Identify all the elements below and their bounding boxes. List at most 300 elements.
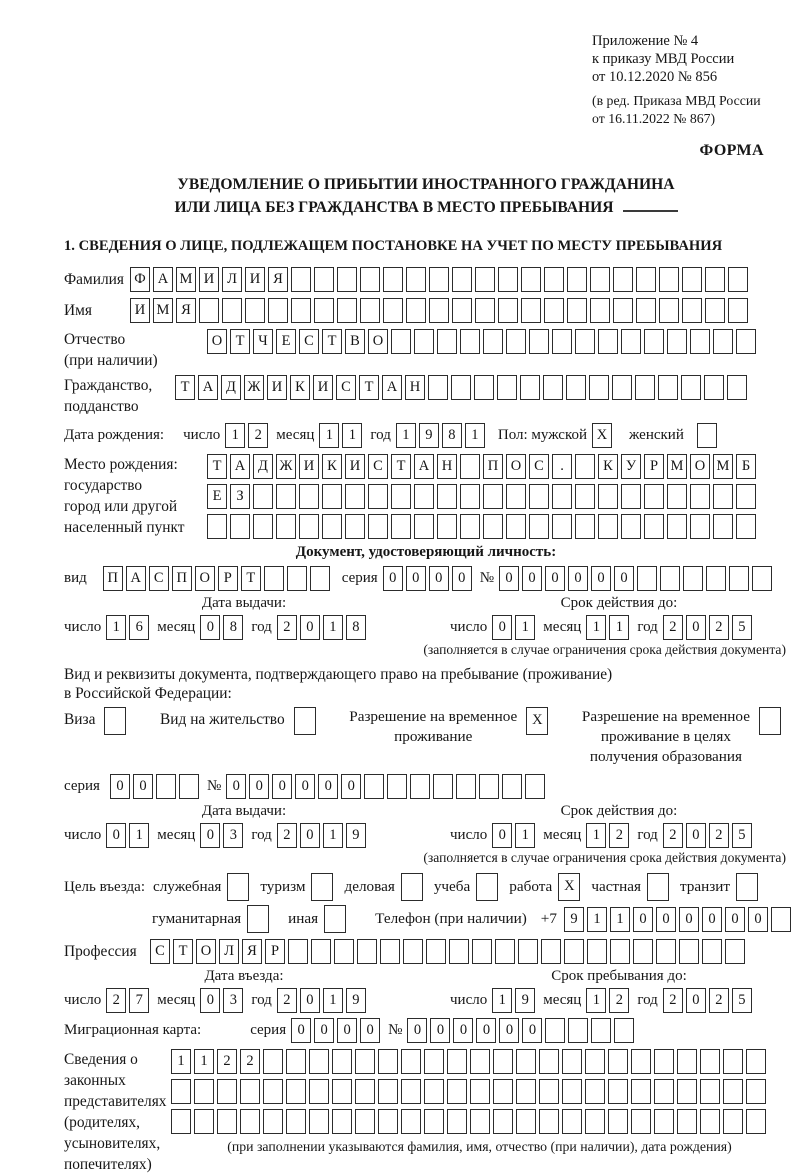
char-cell[interactable]: 2 [248, 423, 268, 448]
char-cell[interactable] [364, 774, 384, 799]
char-cell[interactable] [746, 1049, 766, 1074]
char-cell[interactable]: 9 [515, 988, 535, 1013]
char-cell[interactable] [621, 484, 641, 509]
char-cell[interactable] [539, 1079, 559, 1104]
char-cell[interactable] [449, 939, 469, 964]
char-cell[interactable] [704, 375, 724, 400]
char-cell[interactable] [345, 484, 365, 509]
char-cell[interactable] [294, 707, 316, 735]
char-cell[interactable] [682, 298, 702, 323]
char-cell[interactable] [728, 298, 748, 323]
char-cell[interactable]: 0 [300, 988, 320, 1013]
char-cell[interactable] [391, 329, 411, 354]
char-cell[interactable] [483, 514, 503, 539]
char-cell[interactable] [311, 873, 333, 901]
char-cell[interactable]: А [126, 566, 146, 591]
char-cell[interactable] [309, 1049, 329, 1074]
char-cell[interactable]: 0 [110, 774, 130, 799]
char-cell[interactable]: 1 [586, 823, 606, 848]
char-cell[interactable] [518, 939, 538, 964]
char-cell[interactable]: А [198, 375, 218, 400]
char-cell[interactable] [521, 267, 541, 292]
char-cell[interactable] [746, 1079, 766, 1104]
char-cell[interactable] [475, 298, 495, 323]
char-cell[interactable]: 2 [663, 988, 683, 1013]
char-cell[interactable] [493, 1079, 513, 1104]
char-cell[interactable]: 0 [407, 1018, 427, 1043]
char-cell[interactable]: З [230, 484, 250, 509]
char-cell[interactable]: Р [218, 566, 238, 591]
char-cell[interactable] [217, 1079, 237, 1104]
char-cell[interactable] [697, 423, 717, 448]
char-cell[interactable]: 2 [277, 615, 297, 640]
char-cell[interactable]: 8 [442, 423, 462, 448]
char-cell[interactable]: И [299, 454, 319, 479]
char-cell[interactable]: 3 [223, 988, 243, 1013]
char-cell[interactable]: Е [276, 329, 296, 354]
char-cell[interactable]: Д [221, 375, 241, 400]
char-cell[interactable] [470, 1079, 490, 1104]
char-cell[interactable] [337, 298, 357, 323]
char-cell[interactable] [493, 1109, 513, 1134]
char-cell[interactable] [544, 267, 564, 292]
char-cell[interactable] [543, 375, 563, 400]
char-cell[interactable]: О [506, 454, 526, 479]
char-cell[interactable] [429, 298, 449, 323]
char-cell[interactable] [613, 267, 633, 292]
char-cell[interactable] [612, 375, 632, 400]
char-cell[interactable]: А [414, 454, 434, 479]
char-cell[interactable] [291, 267, 311, 292]
char-cell[interactable] [736, 329, 756, 354]
char-cell[interactable] [337, 267, 357, 292]
char-cell[interactable]: X [558, 873, 580, 901]
char-cell[interactable] [702, 939, 722, 964]
char-cell[interactable]: 2 [709, 615, 729, 640]
char-cell[interactable]: 1 [515, 615, 535, 640]
char-cell[interactable] [562, 1049, 582, 1074]
char-cell[interactable] [636, 298, 656, 323]
char-cell[interactable] [483, 484, 503, 509]
char-cell[interactable] [194, 1079, 214, 1104]
char-cell[interactable] [424, 1079, 444, 1104]
char-cell[interactable] [355, 1109, 375, 1134]
char-cell[interactable] [368, 484, 388, 509]
char-cell[interactable] [401, 873, 423, 901]
char-cell[interactable]: 1 [609, 615, 629, 640]
char-cell[interactable] [567, 267, 587, 292]
char-cell[interactable] [705, 267, 725, 292]
char-cell[interactable] [525, 774, 545, 799]
char-cell[interactable] [723, 1049, 743, 1074]
char-cell[interactable] [447, 1109, 467, 1134]
char-cell[interactable] [644, 329, 664, 354]
char-cell[interactable]: К [290, 375, 310, 400]
char-cell[interactable]: 2 [609, 823, 629, 848]
char-cell[interactable]: С [336, 375, 356, 400]
char-cell[interactable] [667, 514, 687, 539]
char-cell[interactable] [387, 774, 407, 799]
char-cell[interactable]: 2 [217, 1049, 237, 1074]
char-cell[interactable] [433, 774, 453, 799]
char-cell[interactable]: Т [241, 566, 261, 591]
char-cell[interactable] [706, 566, 726, 591]
char-cell[interactable] [288, 939, 308, 964]
char-cell[interactable] [230, 514, 250, 539]
char-cell[interactable] [736, 484, 756, 509]
char-cell[interactable] [401, 1109, 421, 1134]
char-cell[interactable]: 0 [200, 615, 220, 640]
char-cell[interactable] [424, 1109, 444, 1134]
char-cell[interactable]: 0 [314, 1018, 334, 1043]
char-cell[interactable] [199, 298, 219, 323]
char-cell[interactable]: Ж [276, 454, 296, 479]
char-cell[interactable] [194, 1109, 214, 1134]
char-cell[interactable]: 0 [686, 988, 706, 1013]
char-cell[interactable]: 0 [300, 615, 320, 640]
char-cell[interactable]: С [368, 454, 388, 479]
char-cell[interactable] [240, 1079, 260, 1104]
char-cell[interactable]: У [621, 454, 641, 479]
char-cell[interactable] [286, 1079, 306, 1104]
char-cell[interactable] [690, 329, 710, 354]
char-cell[interactable] [247, 905, 269, 933]
char-cell[interactable]: 1 [396, 423, 416, 448]
char-cell[interactable] [677, 1049, 697, 1074]
char-cell[interactable] [460, 454, 480, 479]
char-cell[interactable] [677, 1079, 697, 1104]
char-cell[interactable] [263, 1109, 283, 1134]
char-cell[interactable]: А [230, 454, 250, 479]
char-cell[interactable]: 0 [545, 566, 565, 591]
char-cell[interactable] [562, 1079, 582, 1104]
char-cell[interactable] [644, 484, 664, 509]
char-cell[interactable]: 0 [133, 774, 153, 799]
char-cell[interactable]: О [195, 566, 215, 591]
char-cell[interactable]: М [667, 454, 687, 479]
char-cell[interactable] [227, 873, 249, 901]
char-cell[interactable] [391, 514, 411, 539]
char-cell[interactable]: 9 [419, 423, 439, 448]
char-cell[interactable] [610, 939, 630, 964]
char-cell[interactable] [299, 514, 319, 539]
char-cell[interactable]: Б [736, 454, 756, 479]
char-cell[interactable] [636, 267, 656, 292]
char-cell[interactable]: 2 [663, 823, 683, 848]
char-cell[interactable]: П [172, 566, 192, 591]
char-cell[interactable] [498, 267, 518, 292]
char-cell[interactable] [516, 1109, 536, 1134]
char-cell[interactable] [575, 454, 595, 479]
char-cell[interactable] [322, 484, 342, 509]
char-cell[interactable]: Т [175, 375, 195, 400]
char-cell[interactable]: 0 [318, 774, 338, 799]
char-cell[interactable] [378, 1079, 398, 1104]
char-cell[interactable] [171, 1079, 191, 1104]
char-cell[interactable] [414, 514, 434, 539]
char-cell[interactable] [700, 1079, 720, 1104]
char-cell[interactable] [332, 1079, 352, 1104]
char-cell[interactable] [171, 1109, 191, 1134]
char-cell[interactable] [332, 1109, 352, 1134]
char-cell[interactable] [654, 1109, 674, 1134]
char-cell[interactable] [286, 1109, 306, 1134]
char-cell[interactable]: 0 [522, 1018, 542, 1043]
char-cell[interactable] [253, 484, 273, 509]
char-cell[interactable] [529, 484, 549, 509]
char-cell[interactable] [332, 1049, 352, 1074]
char-cell[interactable] [683, 566, 703, 591]
char-cell[interactable] [667, 329, 687, 354]
char-cell[interactable] [334, 939, 354, 964]
char-cell[interactable]: 1 [319, 423, 339, 448]
char-cell[interactable] [759, 707, 781, 735]
char-cell[interactable] [424, 1049, 444, 1074]
char-cell[interactable] [437, 514, 457, 539]
char-cell[interactable]: 0 [476, 1018, 496, 1043]
char-cell[interactable]: К [322, 454, 342, 479]
char-cell[interactable]: 6 [129, 615, 149, 640]
char-cell[interactable]: 0 [272, 774, 292, 799]
char-cell[interactable] [564, 939, 584, 964]
char-cell[interactable]: Н [437, 454, 457, 479]
char-cell[interactable]: И [130, 298, 150, 323]
char-cell[interactable]: 2 [277, 988, 297, 1013]
char-cell[interactable] [506, 484, 526, 509]
char-cell[interactable] [240, 1109, 260, 1134]
char-cell[interactable] [575, 484, 595, 509]
char-cell[interactable]: 0 [591, 566, 611, 591]
char-cell[interactable] [647, 873, 669, 901]
char-cell[interactable] [378, 1109, 398, 1134]
char-cell[interactable]: 1 [323, 988, 343, 1013]
char-cell[interactable] [476, 873, 498, 901]
char-cell[interactable] [590, 298, 610, 323]
char-cell[interactable] [637, 566, 657, 591]
char-cell[interactable]: 0 [300, 823, 320, 848]
char-cell[interactable]: 1 [586, 988, 606, 1013]
char-cell[interactable]: И [245, 267, 265, 292]
char-cell[interactable] [658, 375, 678, 400]
char-cell[interactable]: 1 [323, 823, 343, 848]
char-cell[interactable]: 2 [240, 1049, 260, 1074]
char-cell[interactable]: Т [322, 329, 342, 354]
char-cell[interactable] [590, 267, 610, 292]
char-cell[interactable] [608, 1079, 628, 1104]
char-cell[interactable] [598, 329, 618, 354]
char-cell[interactable] [493, 1049, 513, 1074]
char-cell[interactable] [447, 1049, 467, 1074]
char-cell[interactable] [472, 939, 492, 964]
char-cell[interactable] [736, 873, 758, 901]
char-cell[interactable]: 0 [452, 566, 472, 591]
char-cell[interactable] [360, 298, 380, 323]
char-cell[interactable] [631, 1109, 651, 1134]
char-cell[interactable] [355, 1049, 375, 1074]
char-cell[interactable]: X [526, 707, 548, 735]
char-cell[interactable] [608, 1109, 628, 1134]
char-cell[interactable] [589, 375, 609, 400]
char-cell[interactable] [659, 298, 679, 323]
char-cell[interactable]: 8 [223, 615, 243, 640]
char-cell[interactable]: Я [176, 298, 196, 323]
char-cell[interactable] [621, 514, 641, 539]
char-cell[interactable] [497, 375, 517, 400]
char-cell[interactable]: 0 [337, 1018, 357, 1043]
char-cell[interactable] [179, 774, 199, 799]
char-cell[interactable] [713, 329, 733, 354]
char-cell[interactable] [426, 939, 446, 964]
char-cell[interactable]: 0 [568, 566, 588, 591]
char-cell[interactable]: Я [242, 939, 262, 964]
char-cell[interactable]: Ф [130, 267, 150, 292]
char-cell[interactable] [479, 774, 499, 799]
char-cell[interactable]: Т [173, 939, 193, 964]
char-cell[interactable]: С [529, 454, 549, 479]
char-cell[interactable] [460, 514, 480, 539]
char-cell[interactable] [437, 484, 457, 509]
char-cell[interactable]: П [103, 566, 123, 591]
char-cell[interactable] [498, 298, 518, 323]
char-cell[interactable] [633, 939, 653, 964]
char-cell[interactable] [679, 939, 699, 964]
char-cell[interactable]: С [299, 329, 319, 354]
char-cell[interactable] [591, 1018, 611, 1043]
char-cell[interactable] [746, 1109, 766, 1134]
char-cell[interactable] [222, 298, 242, 323]
char-cell[interactable]: 1 [106, 615, 126, 640]
char-cell[interactable] [357, 939, 377, 964]
char-cell[interactable]: Е [207, 484, 227, 509]
char-cell[interactable]: И [313, 375, 333, 400]
char-cell[interactable]: 0 [360, 1018, 380, 1043]
char-cell[interactable]: К [598, 454, 618, 479]
char-cell[interactable] [299, 484, 319, 509]
char-cell[interactable]: 3 [223, 823, 243, 848]
char-cell[interactable] [520, 375, 540, 400]
char-cell[interactable]: 5 [732, 988, 752, 1013]
char-cell[interactable] [713, 484, 733, 509]
char-cell[interactable]: 9 [564, 907, 584, 932]
char-cell[interactable]: X [592, 423, 612, 448]
char-cell[interactable] [470, 1049, 490, 1074]
char-cell[interactable] [495, 939, 515, 964]
char-cell[interactable]: 0 [226, 774, 246, 799]
char-cell[interactable] [736, 514, 756, 539]
char-cell[interactable]: О [196, 939, 216, 964]
char-cell[interactable] [268, 298, 288, 323]
char-cell[interactable]: Т [359, 375, 379, 400]
char-cell[interactable]: 0 [291, 1018, 311, 1043]
char-cell[interactable]: О [207, 329, 227, 354]
char-cell[interactable]: 0 [522, 566, 542, 591]
char-cell[interactable] [598, 514, 618, 539]
char-cell[interactable]: 0 [748, 907, 768, 932]
char-cell[interactable]: 0 [295, 774, 315, 799]
char-cell[interactable]: 1 [194, 1049, 214, 1074]
char-cell[interactable] [475, 267, 495, 292]
char-cell[interactable] [667, 484, 687, 509]
char-cell[interactable] [414, 329, 434, 354]
char-cell[interactable] [690, 514, 710, 539]
char-cell[interactable] [521, 298, 541, 323]
char-cell[interactable] [380, 939, 400, 964]
char-cell[interactable]: Р [265, 939, 285, 964]
char-cell[interactable]: Т [207, 454, 227, 479]
char-cell[interactable] [502, 774, 522, 799]
char-cell[interactable] [631, 1049, 651, 1074]
char-cell[interactable] [681, 375, 701, 400]
char-cell[interactable] [253, 514, 273, 539]
char-cell[interactable] [729, 566, 749, 591]
char-cell[interactable] [156, 774, 176, 799]
char-cell[interactable] [311, 939, 331, 964]
char-cell[interactable]: 5 [732, 823, 752, 848]
char-cell[interactable] [452, 267, 472, 292]
char-cell[interactable] [383, 298, 403, 323]
char-cell[interactable] [263, 1079, 283, 1104]
char-cell[interactable]: 0 [200, 988, 220, 1013]
char-cell[interactable] [276, 514, 296, 539]
char-cell[interactable] [585, 1079, 605, 1104]
char-cell[interactable]: 0 [614, 566, 634, 591]
char-cell[interactable] [263, 1049, 283, 1074]
char-cell[interactable] [621, 329, 641, 354]
char-cell[interactable]: Л [222, 267, 242, 292]
char-cell[interactable]: 1 [492, 988, 512, 1013]
char-cell[interactable]: 2 [609, 988, 629, 1013]
char-cell[interactable] [403, 939, 423, 964]
char-cell[interactable] [529, 514, 549, 539]
char-cell[interactable] [391, 484, 411, 509]
char-cell[interactable] [725, 939, 745, 964]
char-cell[interactable]: П [483, 454, 503, 479]
char-cell[interactable] [429, 267, 449, 292]
char-cell[interactable] [700, 1049, 720, 1074]
char-cell[interactable]: 1 [515, 823, 535, 848]
char-cell[interactable]: 1 [171, 1049, 191, 1074]
char-cell[interactable]: Т [230, 329, 250, 354]
char-cell[interactable]: 0 [725, 907, 745, 932]
char-cell[interactable] [598, 484, 618, 509]
char-cell[interactable]: М [153, 298, 173, 323]
char-cell[interactable] [585, 1109, 605, 1134]
char-cell[interactable]: А [153, 267, 173, 292]
char-cell[interactable] [635, 375, 655, 400]
char-cell[interactable] [654, 1049, 674, 1074]
char-cell[interactable] [705, 298, 725, 323]
char-cell[interactable]: 5 [732, 615, 752, 640]
char-cell[interactable]: 0 [341, 774, 361, 799]
char-cell[interactable]: 0 [499, 1018, 519, 1043]
char-cell[interactable] [322, 514, 342, 539]
char-cell[interactable] [660, 566, 680, 591]
char-cell[interactable]: И [199, 267, 219, 292]
char-cell[interactable]: О [368, 329, 388, 354]
char-cell[interactable] [410, 774, 430, 799]
char-cell[interactable] [217, 1109, 237, 1134]
char-cell[interactable] [437, 329, 457, 354]
char-cell[interactable] [575, 514, 595, 539]
char-cell[interactable]: 0 [249, 774, 269, 799]
char-cell[interactable] [516, 1049, 536, 1074]
char-cell[interactable] [383, 267, 403, 292]
char-cell[interactable]: Л [219, 939, 239, 964]
char-cell[interactable]: 9 [346, 988, 366, 1013]
char-cell[interactable] [460, 329, 480, 354]
char-cell[interactable] [752, 566, 772, 591]
char-cell[interactable] [406, 298, 426, 323]
